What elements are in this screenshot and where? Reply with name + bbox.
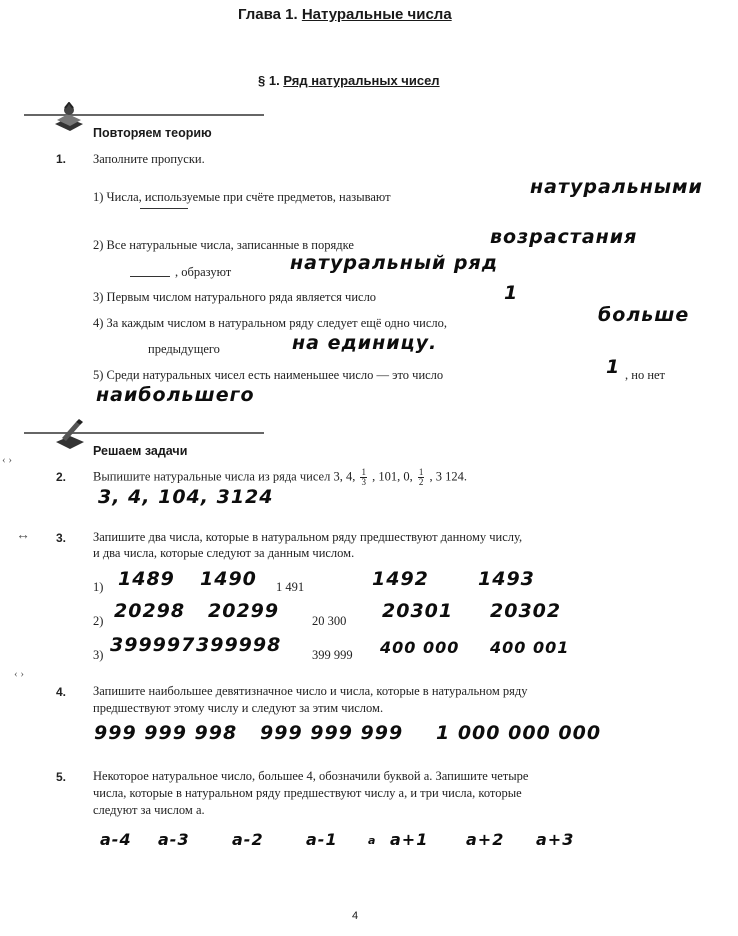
task2-text [93, 468, 467, 487]
theory-item-4-cont: предыдущего [148, 342, 220, 356]
task4-text-2: предшествуют этому числу и следуют за этим числом. [93, 701, 384, 715]
handwritten-answer: a-1 [306, 830, 338, 849]
handwritten-answer: наибольшего [96, 384, 255, 406]
handwritten-answer: 20302 [490, 600, 562, 622]
theory-item-3: 3) Первым числом натурального ряда является число [93, 290, 377, 304]
handwritten-answer: 1490 [200, 568, 257, 590]
handwritten-answer: a-4 [100, 830, 132, 849]
fraction [418, 468, 425, 487]
margin-mark: ‹ › [14, 668, 25, 680]
task5-text-1: Некоторое натуральное число, большее 4, обозначили буквой a. Запишите четыре [93, 769, 529, 783]
row-label: 2) [93, 614, 104, 628]
margin-mark: ‹ › [2, 454, 13, 466]
handwritten-answer: 1 [504, 282, 519, 304]
theory-heading: Повторяем теорию [93, 126, 212, 140]
handwritten-answer: 1 [606, 356, 621, 378]
task-number: 3. [56, 531, 67, 545]
handwritten-answer: 1 000 000 000 [436, 722, 602, 744]
handwritten-answer: 20298 [114, 600, 186, 622]
given-number: 20 300 [312, 614, 347, 628]
task2-text-c: , 3 124. [429, 469, 467, 484]
theory-item-1: 1) Числа, используемые при счёте предметов, называют [93, 190, 391, 204]
task2-text-a: Выпишите натуральные числа из ряда чисел 3, 4, [93, 469, 356, 484]
fraction [360, 468, 367, 487]
pencil-icon [52, 418, 88, 452]
section-title [258, 73, 440, 88]
handwritten-answer: 20301 [382, 600, 454, 622]
book-icon [52, 102, 86, 134]
handwritten-answer: 3, 4, 104, 3124 [98, 486, 274, 508]
task2-text-b: , 101, 0, [372, 469, 413, 484]
theory-item-5-cont: , но нет [625, 368, 666, 382]
chapter-title [238, 6, 452, 23]
handwritten-answer: a-2 [232, 830, 264, 849]
theory-item-5: 5) Среди натуральных чисел есть наименьшее число — это число [93, 368, 444, 382]
task4-text-1: Запишите наибольшее девятизначное число и числа, которые в натуральном ряду [93, 684, 528, 698]
fraction-denominator: 3 [361, 477, 366, 487]
handwritten-answer: 399998 [196, 634, 282, 656]
tasks-heading: Решаем задачи [93, 444, 188, 458]
section-name: Ряд натуральных чисел [283, 73, 440, 88]
task-text: Заполните пропуски. [93, 152, 205, 166]
given-number: 1 491 [276, 580, 305, 594]
task5-text-3: следуют за числом a. [93, 803, 205, 817]
handwritten-answer: a-3 [158, 830, 190, 849]
task5-text-2: числа, которые в натуральном ряду предшествуют числу a, и три числа, которые [93, 786, 522, 800]
handwritten-answer: a+2 [466, 830, 505, 849]
chapter-name: Натуральные числа [301, 6, 452, 23]
theory-item-4: 4) За каждым числом в натуральном ряду следует ещё одно число, [93, 316, 447, 330]
handwritten-answer: 400 000 [380, 638, 460, 657]
handwritten-answer: на единицу. [292, 332, 438, 354]
handwritten-answer: a+3 [536, 830, 575, 849]
handwritten-answer: a [368, 834, 377, 847]
handwritten-answer: 999 999 998 [94, 722, 238, 744]
handwritten-answer: возрастания [490, 226, 638, 248]
handwritten-answer: больше [598, 304, 690, 326]
theory-item-2-cont: , образуют [175, 265, 232, 279]
answer-blank [130, 276, 170, 277]
margin-arrow: ↔ [16, 528, 30, 543]
handwritten-answer: 400 001 [490, 638, 570, 657]
fraction-denominator: 2 [418, 477, 424, 487]
section-prefix: § 1. [258, 73, 280, 88]
theory-item-2: 2) Все натуральные числа, записанные в порядке [93, 238, 354, 252]
handwritten-answer: натуральный ряд [290, 252, 499, 274]
row-label: 1) [93, 580, 104, 594]
given-number: 399 999 [312, 648, 353, 662]
row-label: 3) [93, 648, 104, 662]
handwritten-answer: 399997 [110, 634, 196, 656]
task-number: 2. [56, 470, 67, 484]
task-number: 4. [56, 685, 67, 699]
task-number: 5. [56, 770, 67, 784]
page-number: 4 [352, 910, 359, 922]
task3-text-2: и два числа, которые следуют за данным числом. [93, 546, 355, 560]
handwritten-answer: натуральными [530, 176, 703, 198]
handwritten-answer: a+1 [390, 830, 429, 849]
task-number: 1. [56, 152, 67, 166]
handwritten-answer: 20299 [208, 600, 280, 622]
handwritten-answer: 999 999 999 [260, 722, 404, 744]
handwritten-answer: 1493 [478, 568, 535, 590]
answer-blank [140, 208, 188, 209]
handwritten-answer: 1492 [372, 568, 429, 590]
chapter-prefix: Глава 1. [238, 6, 298, 23]
task3-text-1: Запишите два числа, которые в натуральном ряду предшествуют данному числу, [93, 530, 523, 544]
fraction-numerator: 1 [418, 467, 424, 477]
fraction-numerator: 1 [361, 467, 366, 477]
handwritten-answer: 1489 [118, 568, 175, 590]
